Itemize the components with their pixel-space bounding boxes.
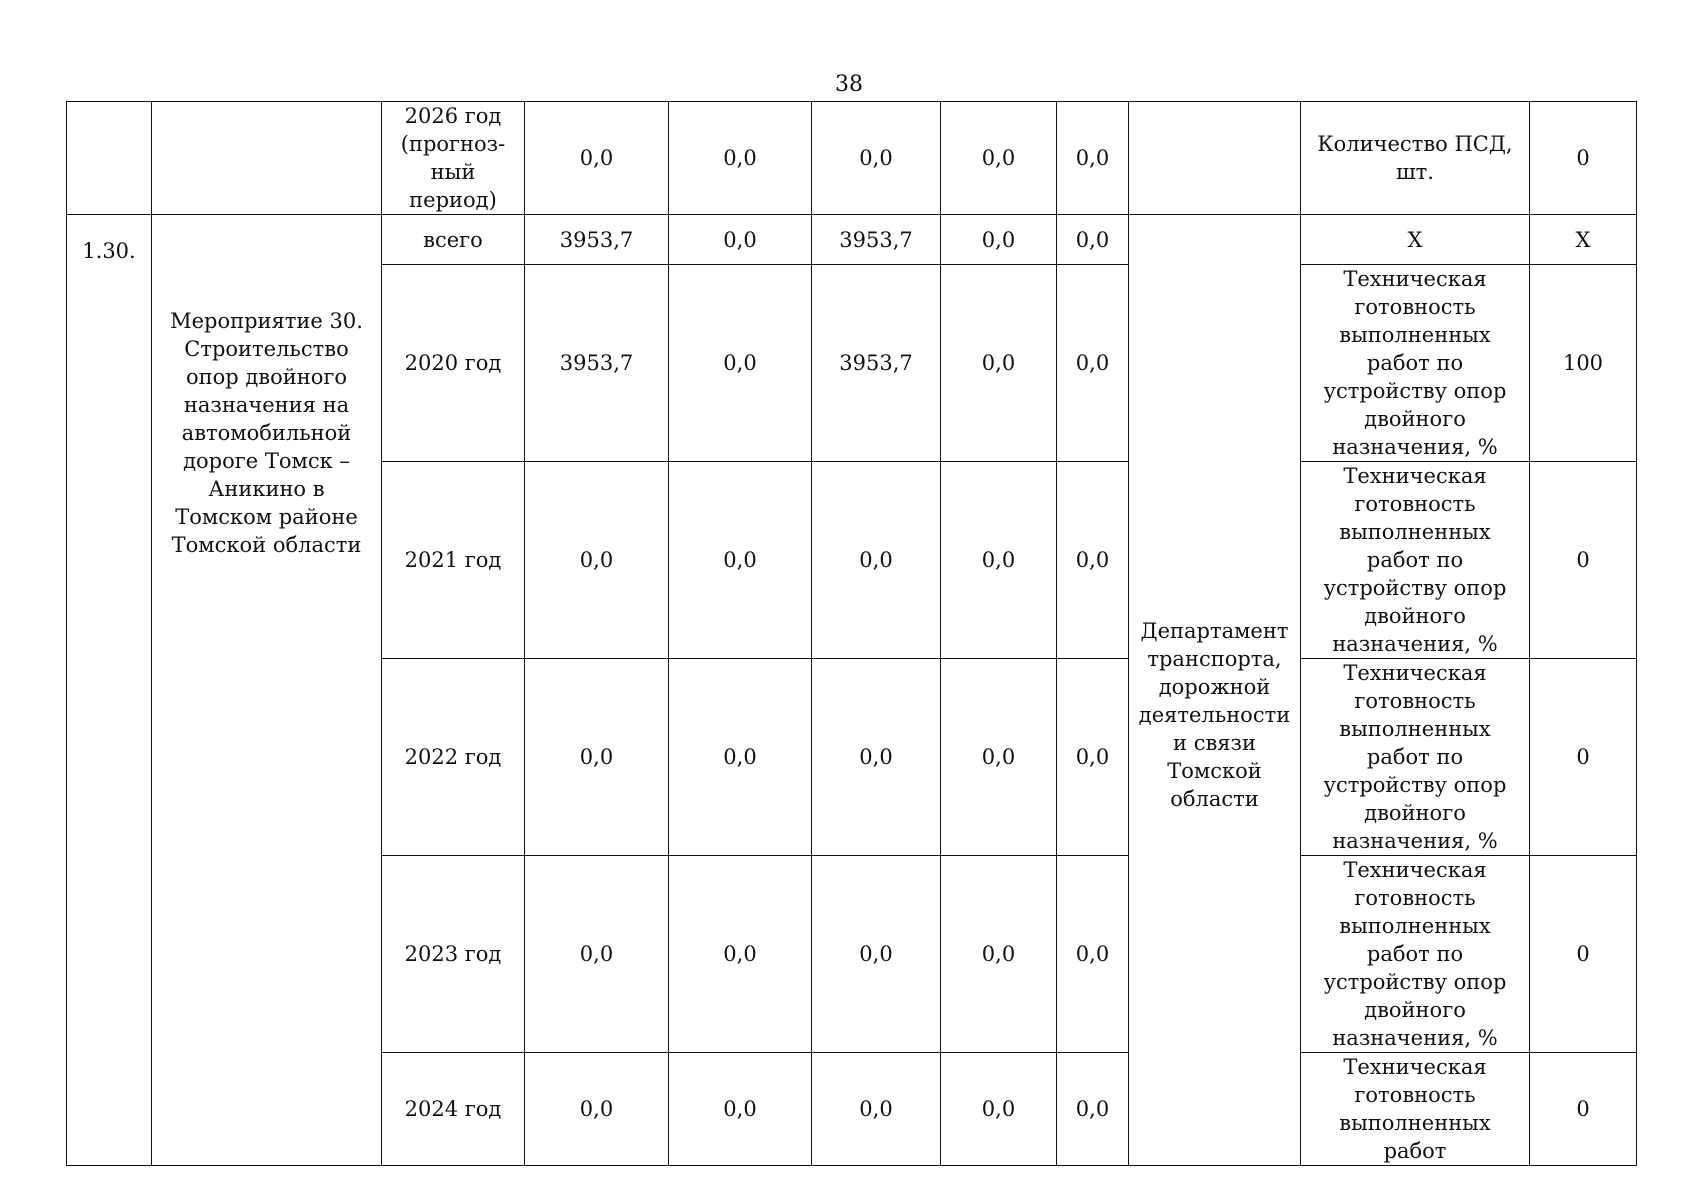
indicator-cell: Техническая готовность выполненных работ по устройству опор двойного назначения, % [1301,265,1530,462]
value-cell: 0,0 [941,102,1057,215]
indicator-value-cell: 0 [1530,1053,1637,1166]
value-cell: 0,0 [812,1053,941,1166]
value-cell: 0,0 [525,1053,669,1166]
number-cell [67,102,152,215]
value-cell: 0,0 [669,1053,812,1166]
indicator-cell: Количество ПСД, шт. [1301,102,1530,215]
value-cell: 3953,7 [812,215,941,265]
indicator-value-cell: 100 [1530,265,1637,462]
value-cell: 0,0 [669,659,812,856]
value-cell: 0,0 [1057,462,1129,659]
indicator-cell: X [1301,215,1530,265]
value-cell: 0,0 [1057,659,1129,856]
value-cell: 0,0 [669,265,812,462]
value-cell: 0,0 [669,462,812,659]
value-cell: 0,0 [812,856,941,1053]
executor-cell [1129,215,1301,265]
value-cell: 0,0 [669,856,812,1053]
period-cell: 2022 год [382,659,525,856]
measure-number: 1.30. [67,215,152,1166]
value-cell: 0,0 [941,265,1057,462]
value-cell: 0,0 [941,1053,1057,1166]
value-cell: 0,0 [525,856,669,1053]
indicator-value-cell: 0 [1530,102,1637,215]
value-cell: 0,0 [812,659,941,856]
value-cell: 0,0 [1057,215,1129,265]
indicator-cell: Техническая готовность выполненных работ по устройству опор двойного назначения, % [1301,462,1530,659]
value-cell: 0,0 [941,215,1057,265]
table-row [67,215,1637,265]
value-cell: 0,0 [1057,265,1129,462]
program-table [66,101,1637,1166]
indicator-value-cell: 0 [1530,856,1637,1053]
period-cell: 2023 год [382,856,525,1053]
value-cell: 0,0 [1057,1053,1129,1166]
value-cell: 0,0 [525,659,669,856]
value-cell: 3953,7 [525,215,669,265]
value-cell: 0,0 [525,462,669,659]
page-number: 38 [835,72,863,97]
period-cell: 2026 год (прогноз- ный период) [382,102,525,215]
table-row [67,102,1637,215]
value-cell: 3953,7 [812,265,941,462]
executor-cell [1129,102,1301,215]
measure-name: Мероприятие 30. Строительство опор двойного назначения на автомобильной дороге Томск – Аникино в Томском районе Томской области [152,215,382,1166]
indicator-value-cell: 0 [1530,659,1637,856]
value-cell: 0,0 [669,102,812,215]
value-cell: 0,0 [812,462,941,659]
value-cell: 0,0 [525,102,669,215]
measure-name-cell [152,102,382,215]
period-cell: 2020 год [382,265,525,462]
value-cell: 0,0 [941,462,1057,659]
value-cell: 0,0 [941,659,1057,856]
indicator-cell: Техническая готовность выполненных работ [1301,1053,1530,1166]
value-cell: 0,0 [1057,856,1129,1053]
indicator-value-cell: X [1530,215,1637,265]
period-cell: всего [382,215,525,265]
value-cell: 3953,7 [525,265,669,462]
value-cell: 0,0 [812,102,941,215]
executor: Департамент транспорта, дорожной деятельности и связи Томской области [1129,265,1301,1166]
indicator-cell: Техническая готовность выполненных работ по устройству опор двойного назначения, % [1301,856,1530,1053]
value-cell: 0,0 [1057,102,1129,215]
value-cell: 0,0 [669,215,812,265]
period-cell: 2024 год [382,1053,525,1166]
period-cell: 2021 год [382,462,525,659]
indicator-value-cell: 0 [1530,462,1637,659]
indicator-cell: Техническая готовность выполненных работ по устройству опор двойного назначения, % [1301,659,1530,856]
value-cell: 0,0 [941,856,1057,1053]
